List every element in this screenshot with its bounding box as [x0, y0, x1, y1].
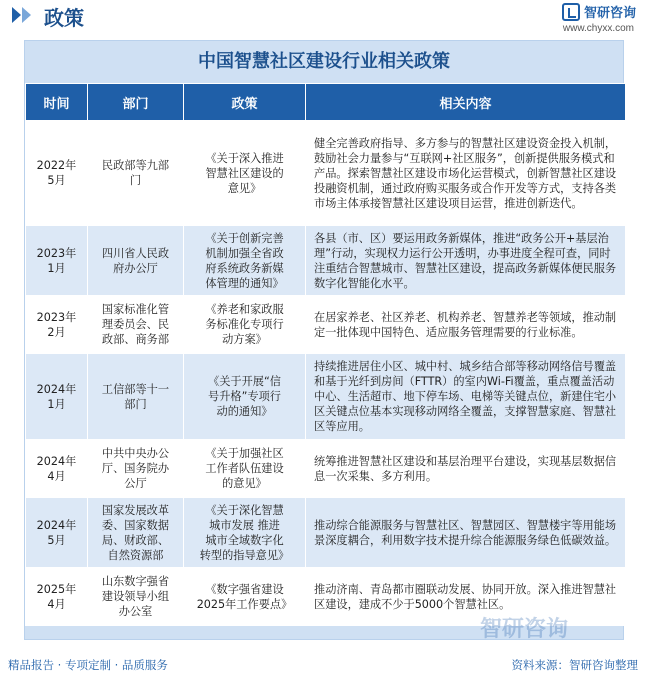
cell-time: 2025年 4月 — [26, 568, 88, 626]
cell-time: 2023年 2月 — [26, 296, 88, 354]
cell-time: 2024年 4月 — [26, 440, 88, 498]
table-row — [26, 498, 626, 568]
cell-content: 各县（市、区）要运用政务新媒体，推进“政务公开+基层治理”行动，实现权力运行公开透明，办事进度全程可查，同时注重结合智慧城市、智慧社区建设，提高政务新媒体便民服务数字化智能化水平。 — [306, 226, 626, 296]
cell-policy: 《关于开展“信 号升格”专项行 动的通知》 — [184, 354, 306, 440]
column-header-time: 时间 — [26, 84, 88, 121]
cell-time: 2022年 5月 — [26, 121, 88, 226]
cell-dept: 四川省人民政 府办公厅 — [88, 226, 184, 296]
column-header-dept: 部门 — [88, 84, 184, 121]
section-marker-icon — [12, 7, 21, 23]
policy-panel — [24, 40, 624, 640]
cell-content: 持续推进居住小区、城中村、城乡结合部等移动网络信号覆盖和基于光纤到房间（FTTR）的室内Wi-Fi覆盖，重点覆盖活动中心、生活超市、地下停车场、电梯等关键点位，新建住宅小区关键点位基本实现移动网络全覆盖，支撑智慧家庭、智慧社区等应用。 — [306, 354, 626, 440]
brand-logo-text: 智研咨询 — [583, 6, 636, 21]
table-row — [26, 121, 626, 226]
cell-content: 推动济南、青岛都市圈联动发展、协同开放。深入推进智慧社区建设，建成不少于5000个智慧社区。 — [306, 568, 626, 626]
cell-time: 2024年 5月 — [26, 498, 88, 568]
cell-dept: 国家标准化管 理委员会、民 政部、商务部 — [88, 296, 184, 354]
table-row — [26, 440, 626, 498]
cell-policy: 《关于深入推进 智慧社区建设的 意见》 — [184, 121, 306, 226]
brand-logo-icon — [562, 3, 580, 21]
cell-policy: 《关于创新完善 机制加强全省政 府系统政务新媒 体管理的通知》 — [184, 226, 306, 296]
cell-dept: 中共中央办公 厅、国务院办 公厅 — [88, 440, 184, 498]
cell-time: 2023年 1月 — [26, 226, 88, 296]
cell-dept: 工信部等十一 部门 — [88, 354, 184, 440]
footer-bar — [0, 652, 648, 677]
table-title: 中国智慧社区建设行业相关政策 — [198, 51, 450, 72]
table-body — [26, 121, 626, 626]
brand-logo — [562, 2, 636, 21]
cell-dept: 民政部等九部 门 — [88, 121, 184, 226]
cell-policy: 《关于深化智慧 城市发展 推进 城市全域数字化 转型的指导意见》 — [184, 498, 306, 568]
table-row — [26, 296, 626, 354]
site-url: www.chyxx.com — [562, 23, 634, 34]
table-header-row — [26, 84, 626, 121]
footer-source: 资料来源：智研咨询整理 — [511, 658, 638, 672]
table-row — [26, 226, 626, 296]
column-header-content: 相关内容 — [306, 84, 626, 121]
cell-content: 在居家养老、社区养老、机构养老、智慧养老等领域，推动制定一批体现中国特色、适应服务管理需要的行业标准。 — [306, 296, 626, 354]
cell-content: 健全完善政府指导、多方参与的智慧社区建设资金投入机制，鼓励社会力量参与“互联网+社区服务”，创新提供服务模式和产品。探索智慧社区建设市场化运营模式，创新智慧社区建设投融资机制，通过政府购买服务或合作开发等方式，支持各类市场主体承接智慧社区建设项目运营，推进创新迭代。 — [306, 121, 626, 226]
cell-content: 推动综合能源服务与智慧社区、智慧园区、智慧楼宇等用能场景深度耦合，利用数字技术提升综合能源服务绿色低碳效益。 — [306, 498, 626, 568]
section-marker-icon-secondary — [22, 7, 31, 23]
cell-policy: 《数字强省建设 2025年工作要点》 — [184, 568, 306, 626]
top-bar — [0, 0, 648, 38]
cell-time: 2024年 1月 — [26, 354, 88, 440]
cell-content: 统筹推进智慧社区建设和基层治理平台建设，实现基层数据信息一次采集、多方利用。 — [306, 440, 626, 498]
watermark-text: 智研咨询 — [480, 617, 569, 642]
cell-policy: 《关于加强社区 工作者队伍建设 的意见》 — [184, 440, 306, 498]
policy-table — [25, 83, 626, 626]
cell-dept: 国家发展改革 委、国家数据 局、财政部、 自然资源部 — [88, 498, 184, 568]
footer-slogan: 精品报告 · 专项定制 · 品质服务 — [8, 658, 168, 672]
section-title: 政策 — [44, 6, 84, 30]
column-header-policy: 政策 — [184, 84, 306, 121]
table-row — [26, 354, 626, 440]
cell-policy: 《养老和家政服 务标准化专项行 动方案》 — [184, 296, 306, 354]
cell-dept: 山东数字强省 建设领导小组 办公室 — [88, 568, 184, 626]
